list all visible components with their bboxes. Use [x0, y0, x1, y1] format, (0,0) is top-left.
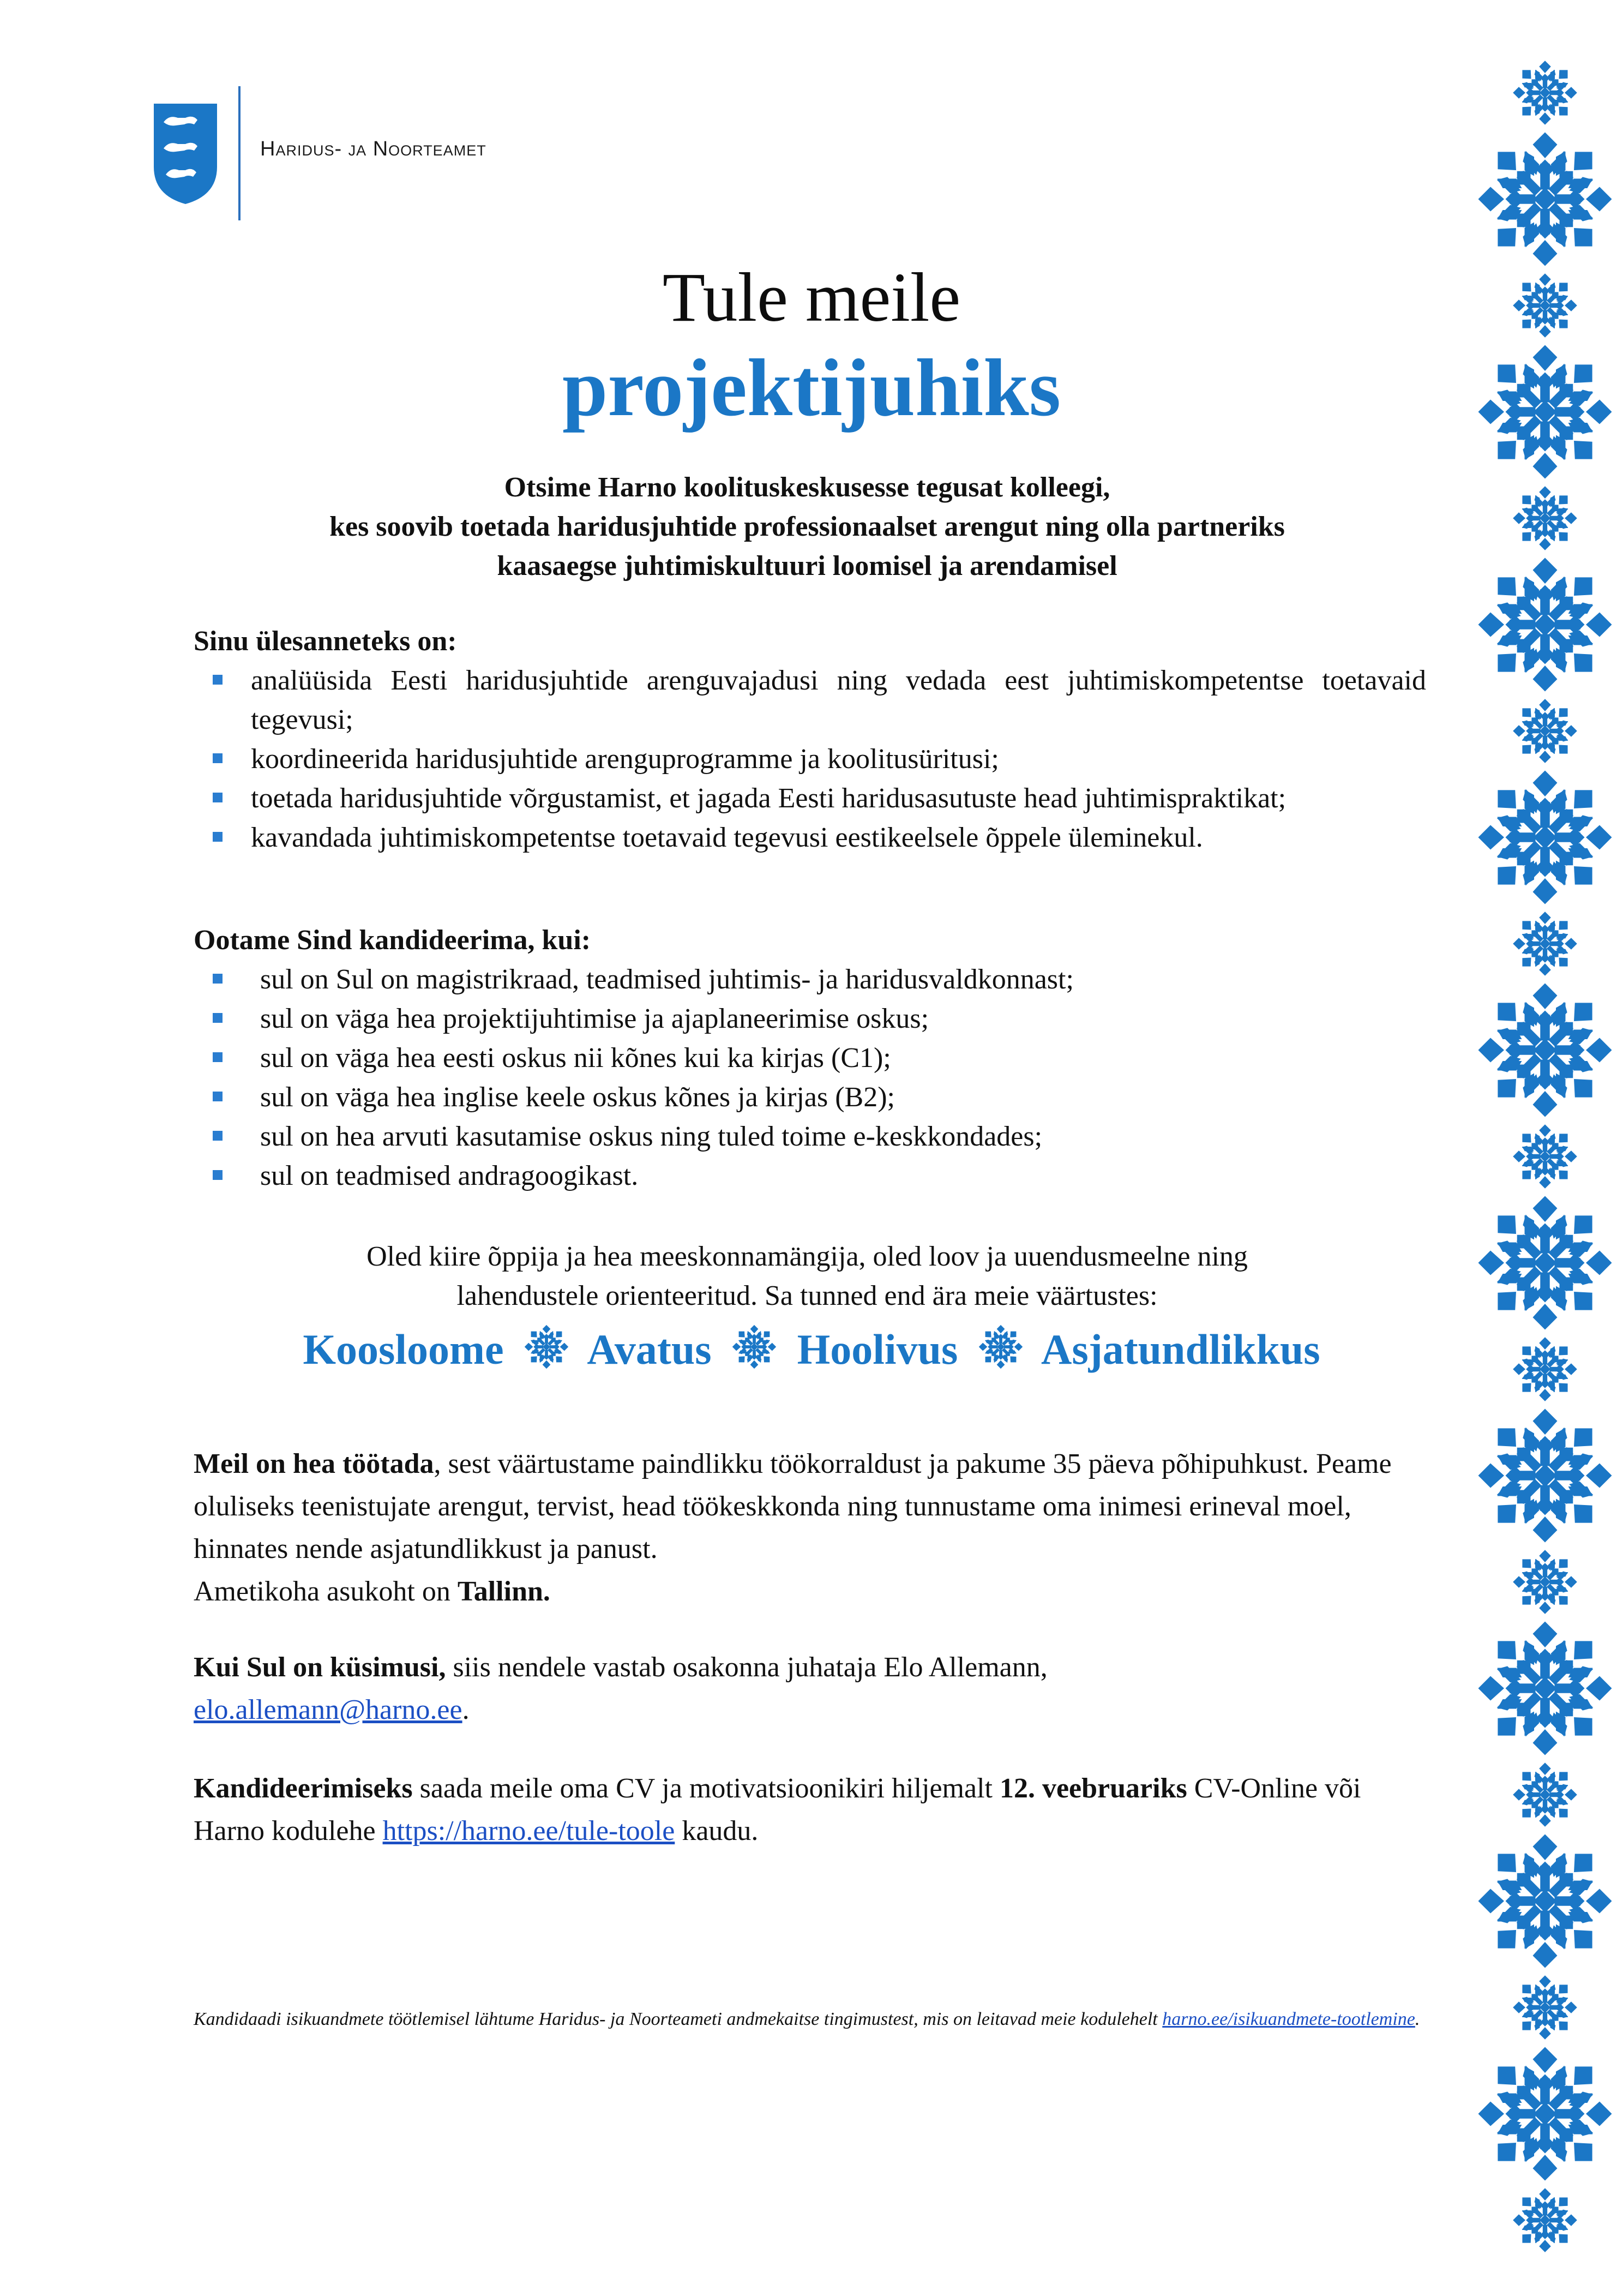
tasks-heading: Sinu ülesanneteks on:: [194, 626, 457, 657]
requirement-item: sul on teadmised andragoogikast.: [194, 1156, 1426, 1196]
benefits-paragraph: Meil on hea töötada, sest väärtustame paindlikku töökorraldust ja pakume 35 päeva põhipuhkust. Peame oluliseks teenistujate arengut, tervist, head töökeskkonda ning tunnustame oma inimesi erineval moel, hinnates nende asjatundlikkust ja panust. Ametikoha asukoht on Tallinn.: [194, 1448, 1392, 1607]
logo-divider: [238, 86, 241, 220]
star-icon: [1477, 2046, 1613, 2182]
star-icon: [524, 1324, 569, 1369]
bullet-square-icon: [213, 1170, 223, 1180]
star-icon: [1512, 1975, 1578, 2040]
star-icon: [1512, 1549, 1578, 1615]
apply-paragraph: Kandideerimiseks saada meile oma CV ja motivatsioonikiri hiljemalt 12. veebruariks CV-Online või Harno kodulehe https://harno.ee/tule-toole kaudu.: [194, 1773, 1361, 1847]
star-icon: [1512, 911, 1578, 976]
bullet-square-icon: [213, 675, 223, 685]
bullet-square-icon: [213, 1013, 223, 1023]
task-item: analüüsida Eesti haridusjuhtide arenguvajadusi ning vedada eest juhtimiskompetentse toetavaid tegevusi;: [194, 661, 1426, 740]
ornament-border: [1467, 60, 1623, 2242]
bullet-square-icon: [213, 793, 223, 802]
email-link[interactable]: elo.allemann@harno.ee: [194, 1694, 462, 1725]
task-item: toetada haridusjuhtide võrgustamist, et jagada Eesti haridusasutuste head juhtimispraktikat;: [194, 779, 1426, 818]
star-icon: [1512, 1124, 1578, 1189]
contact-paragraph: Kui Sul on küsimusi, siis nendele vastab osakonna juhataja Elo Allemann, elo.allemann@harno.ee.: [194, 1652, 1048, 1725]
requirement-item: sul on väga hea eesti oskus nii kõnes kui ka kirjas (C1);: [194, 1039, 1426, 1078]
star-icon: [1512, 1762, 1578, 1827]
title-line-1: Tule meile: [662, 259, 961, 336]
star-icon: [1477, 1195, 1613, 1331]
title-line-2: projektijuhiks: [562, 343, 1061, 433]
requirements-section: [194, 921, 1426, 1196]
star-icon: [1477, 131, 1613, 267]
requirement-item: sul on Sul on magistrikraad, teadmised juhtimis- ja haridusvaldkonnast;: [194, 960, 1426, 999]
star-icon: [1477, 1620, 1613, 1757]
requirement-item: sul on väga hea inglise keele oskus kõnes ja kirjas (B2);: [194, 1078, 1426, 1117]
privacy-link[interactable]: harno.ee/isikuandmete-tootlemine: [1162, 2009, 1415, 2029]
coat-of-arms-logo-icon: [152, 101, 219, 205]
star-icon: [1512, 485, 1578, 551]
star-icon: [1477, 556, 1613, 693]
requirements-heading: Ootame Sind kandideerima, kui:: [194, 925, 591, 956]
tasks-section: [194, 622, 1426, 858]
value-label: Asjatundlikkus: [1041, 1326, 1320, 1373]
requirement-item: sul on hea arvuti kasutamise oskus ning tuled toime e-keskkondades;: [194, 1117, 1426, 1156]
star-icon: [732, 1324, 777, 1369]
star-icon: [1512, 60, 1578, 125]
star-icon: [1477, 344, 1613, 480]
closing-text: Oled kiire õppija ja hea meeskonnamängija, oled loov ja uuendusmeelne ning lahendustele orienteeritud. Sa tunned end ära meie väärtustes:: [366, 1241, 1248, 1311]
bullet-square-icon: [213, 1052, 223, 1062]
requirement-item: sul on väga hea projektijuhtimise ja ajaplaneerimise oskus;: [194, 999, 1426, 1039]
star-icon: [1477, 1407, 1613, 1544]
bullet-square-icon: [213, 1131, 223, 1141]
privacy-footnote: Kandidaadi isikuandmete töötlemisel lähtume Haridus- ja Noorteameti andmekaitse tingimustest, mis on leitavad meie kodulehelt harno.ee/isikuandmete-tootlemine.: [194, 2009, 1420, 2029]
bullet-square-icon: [213, 1092, 223, 1101]
star-icon: [1477, 769, 1613, 906]
bullet-square-icon: [213, 753, 223, 763]
star-icon: [1512, 1336, 1578, 1402]
value-label: Koosloome: [303, 1326, 504, 1373]
star-icon: [1512, 273, 1578, 338]
task-item: kavandada juhtimiskompetentse toetavaid tegevusi eestikeelsele õppele üleminekul.: [194, 818, 1426, 858]
organization-name: Haridus- ja Noorteamet: [260, 137, 486, 160]
value-label: Avatus: [587, 1326, 712, 1373]
value-label: Hoolivus: [797, 1326, 958, 1373]
apply-link[interactable]: https://harno.ee/tule-toole: [382, 1815, 675, 1847]
intro-text: Otsime Harno koolituskeskusesse tegusat kolleegi, kes soovib toetada haridusjuhtide professionaalset arengut ning olla partneriks kaasaegse juhtimiskultuuri loomisel ja arendamisel: [329, 472, 1285, 582]
task-item: koordineerida haridusjuhtide arenguprogramme ja koolitusüritusi;: [194, 740, 1426, 779]
bullet-square-icon: [213, 974, 223, 984]
bullet-square-icon: [213, 832, 223, 842]
values-row: [0, 1324, 1623, 1374]
star-icon: [1477, 982, 1613, 1118]
star-icon: [978, 1324, 1023, 1369]
star-icon: [1512, 2187, 1578, 2253]
star-icon: [1477, 1833, 1613, 1969]
star-icon: [1512, 698, 1578, 764]
